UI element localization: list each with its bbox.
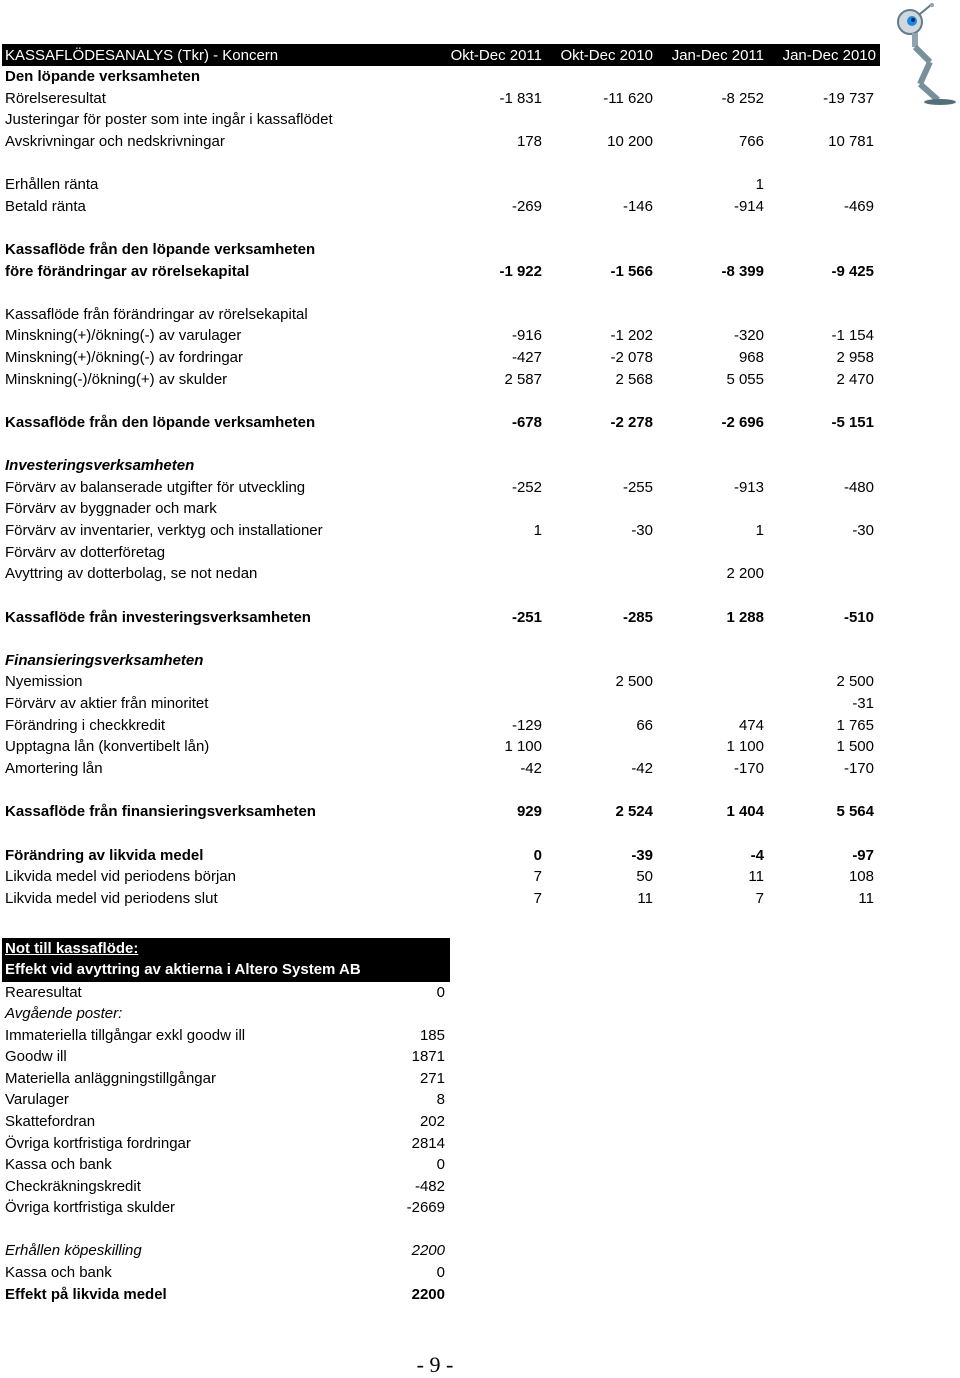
cell-value: 0 [436,1264,445,1281]
cell-value: 2 524 [615,803,653,820]
table-row [0,520,880,541]
table-row [0,736,880,757]
row-label: Rearesultat [5,984,82,1001]
cell-value: -480 [843,479,874,496]
cell-value: -9 425 [831,263,874,280]
cell-value: -8 399 [721,263,764,280]
cell-value: -170 [843,760,874,777]
note-row [0,1025,450,1046]
row-label: Betald ränta [5,198,86,215]
cell-value: -31 [852,695,874,712]
table-row [0,758,880,779]
note-row [0,1046,450,1067]
table-row [0,88,880,109]
cell-value: 0 [436,1156,445,1173]
cell-value: -5 151 [831,414,874,431]
table-row [0,801,880,822]
cell-value: -914 [733,198,764,215]
cell-value: -1 154 [831,327,874,344]
row-label: Kassa och bank [5,1264,112,1281]
row-label: Förvärv av byggnader och mark [5,500,217,517]
table-row [0,650,880,671]
cell-value: 8 [436,1091,445,1108]
cell-value: -482 [414,1178,445,1195]
cell-value: 5 564 [836,803,874,820]
cell-value: -2 278 [610,414,653,431]
cell-value: -510 [843,609,874,626]
cell-value: 11 [748,868,764,885]
table-row [0,412,880,433]
cell-value: -170 [733,760,764,777]
row-label: Kassaflöde från investeringsverksamheten [5,609,311,626]
cell-value: 202 [419,1113,445,1130]
row-label: Kassaflöde från finansieringsverksamheten [5,803,316,820]
cell-value: 474 [738,717,764,734]
note-row [0,1240,450,1261]
row-label: Förändring av likvida medel [5,847,204,864]
cell-value: -39 [631,847,653,864]
cell-value: 5 055 [726,371,764,388]
cell-value: 1871 [411,1048,445,1065]
note-row [0,1197,450,1218]
cell-value: 1 100 [726,738,764,755]
table-row [0,542,880,563]
cell-value: 1 288 [726,609,764,626]
cell-value: 178 [516,133,542,150]
cell-value: 766 [738,133,764,150]
row-label: Övriga kortfristiga fordringar [5,1135,191,1152]
note-row [0,1284,450,1305]
cell-value: -1 922 [499,263,542,280]
row-label: Upptagna lån (konvertibelt lån) [5,738,210,755]
cell-value: -678 [511,414,542,431]
row-label: Kassa och bank [5,1156,112,1173]
note-row [0,1089,450,1110]
table-row [0,131,880,152]
cell-value: 2 568 [615,371,653,388]
row-label: Förändring i checkkredit [5,717,166,734]
cell-value: -2 078 [610,349,653,366]
cell-value: 2814 [411,1135,445,1152]
cell-value: 10 781 [828,133,874,150]
section-heading: Finansieringsverksamheten [5,652,204,669]
note-row [0,1154,450,1175]
cell-value: 2 200 [726,565,764,582]
table-row [0,369,880,390]
row-label: Minskning(-)/ökning(+) av skulder [5,371,228,388]
cell-value: 2200 [411,1286,445,1303]
note-header [2,938,450,982]
row-label: Minskning(+)/ökning(-) av fordringar [5,349,244,366]
note-subtitle: Effekt vid avyttring av aktierna i Altero System AB [5,961,361,978]
cell-value: -11 620 [603,90,653,107]
cell-value: -19 737 [823,90,874,107]
row-label: Övriga kortfristiga skulder [5,1199,176,1216]
note-row [0,1068,450,1089]
row-label: Varulager [5,1091,69,1108]
row-label: Effekt på likvida medel [5,1286,167,1303]
row-label: Checkräkningskredit [5,1178,141,1195]
cell-value: -42 [520,760,542,777]
cell-value: -97 [852,847,874,864]
row-label: Den löpande verksamheten [5,68,201,85]
cell-value: 2 587 [504,371,542,388]
cell-value: -1 202 [610,327,653,344]
table-row [0,261,880,282]
cell-value: -146 [622,198,653,215]
cell-value: -916 [511,327,542,344]
section-heading: Investeringsverksamheten [5,457,195,474]
cell-value: -2669 [406,1199,445,1216]
cell-value: 11 [858,890,874,907]
cell-value: -4 [750,847,764,864]
row-label: Avskrivningar och nedskrivningar [5,133,225,150]
row-label: Förvärv av inventarier, verktyg och installationer [5,522,323,539]
table-row [0,455,880,476]
row-label: Goodw ill [5,1048,67,1065]
table-row [0,347,880,368]
cell-value: -469 [843,198,874,215]
table-row [0,866,880,887]
table-title: KASSAFLÖDESANALYS (Tkr) - Koncern [5,47,279,64]
cell-value: -30 [631,522,653,539]
cell-value: -255 [622,479,653,496]
cell-value: -269 [511,198,542,215]
note-row [0,1003,450,1024]
cell-value: 1 404 [726,803,764,820]
row-label: Likvida medel vid periodens slut [5,890,218,907]
note-row [0,1133,450,1154]
row-label: Förvärv av aktier från minoritet [5,695,209,712]
cell-value: 1 500 [836,738,874,755]
cell-value: -8 252 [721,90,764,107]
cell-value: 2200 [411,1242,445,1259]
row-label: Rörelseresultat [5,90,106,107]
table-row [0,174,880,195]
table-row [0,304,880,325]
table-row [0,888,880,909]
table-row [0,325,880,346]
row-label: Kassaflöde från den löpande verksamheten [5,241,316,258]
cell-value: 2 958 [836,349,874,366]
cell-value: 1 765 [836,717,874,734]
table-row [0,715,880,736]
table-header [2,44,880,66]
cell-value: 50 [636,868,653,885]
table-row [0,477,880,498]
cell-value: 271 [419,1070,445,1087]
column-header: Okt-Dec 2011 [450,47,542,64]
row-label: före förändringar av rörelsekapital [5,263,250,280]
cell-value: -30 [852,522,874,539]
row-label: Materiella anläggningstillgångar [5,1070,216,1087]
row-label: Erhållen köpeskilling [5,1242,142,1259]
cell-value: -427 [511,349,542,366]
row-label: Förvärv av dotterföretag [5,544,166,561]
table-row [0,845,880,866]
row-label: Avgående poster: [5,1005,123,1022]
table-row [0,671,880,692]
page-number: - 9 - [416,1352,454,1377]
cell-value: -1 566 [610,263,653,280]
cell-value: -1 831 [499,90,542,107]
row-label: Avyttring av dotterbolag, se not nedan [5,565,258,582]
cell-value: -2 696 [721,414,764,431]
cell-value: 0 [436,984,445,1001]
cell-value: 1 [755,522,764,539]
cell-value: -913 [733,479,764,496]
table-row [0,693,880,714]
row-label: Immateriella tillgångar exkl goodw ill [5,1027,246,1044]
row-label: Likvida medel vid periodens början [5,868,236,885]
cell-value: 2 470 [836,371,874,388]
cell-value: 1 100 [504,738,542,755]
cell-value: 2 500 [836,673,874,690]
robot-logo [890,2,958,106]
row-label: Minskning(+)/ökning(-) av varulager [5,327,242,344]
cell-value: 929 [516,803,542,820]
cell-value: 0 [533,847,542,864]
note-title: Not till kassaflöde: [5,940,139,957]
cell-value: 7 [755,890,764,907]
table-row [0,66,880,87]
cell-value: 2 500 [615,673,653,690]
row-label: Justeringar för poster som inte ingår i kassaflödet [5,111,333,128]
cell-value: -251 [511,609,542,626]
cell-value: -42 [631,760,653,777]
cell-value: 1 [533,522,542,539]
note-row [0,1176,450,1197]
cell-value: 968 [738,349,764,366]
table-row [0,109,880,130]
cell-value: 108 [848,868,874,885]
row-label: Skattefordran [5,1113,96,1130]
row-label: Kassaflöde från den löpande verksamheten [5,414,316,431]
cell-value: 185 [419,1027,445,1044]
note-row [0,982,450,1003]
cell-value: -285 [622,609,653,626]
cell-value: 10 200 [607,133,653,150]
table-row [0,196,880,217]
cell-value: 7 [533,890,542,907]
table-row [0,563,880,584]
column-header: Jan-Dec 2011 [671,47,764,64]
note-row [0,1111,450,1132]
cell-value: 7 [533,868,542,885]
cell-value: 11 [637,890,653,907]
cell-value: -320 [733,327,764,344]
column-header: Jan-Dec 2010 [782,47,876,64]
table-row [0,607,880,628]
table-row [0,498,880,519]
cell-value: 1 [755,176,764,193]
cell-value: -129 [511,717,542,734]
cell-value: -252 [511,479,542,496]
row-label: Amortering lån [5,760,103,777]
row-label: Kassaflöde från förändringar av rörelsekapital [5,306,308,323]
row-label: Erhållen ränta [5,176,99,193]
cell-value: 66 [636,717,653,734]
note-row [0,1262,450,1283]
table-row [0,239,880,260]
row-label: Nyemission [5,673,83,690]
row-label: Förvärv av balanserade utgifter för utveckling [5,479,306,496]
column-header: Okt-Dec 2010 [560,47,653,64]
